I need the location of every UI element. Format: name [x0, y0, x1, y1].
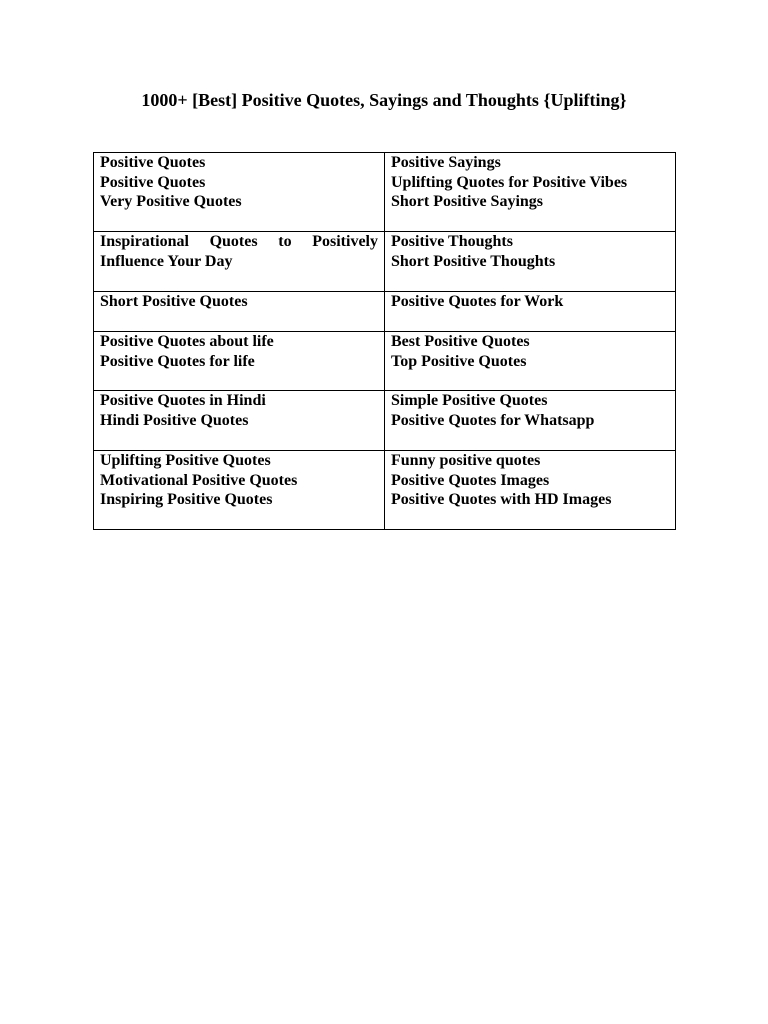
table-link[interactable]: Positive Quotes for Work — [391, 293, 564, 310]
table-cell — [385, 232, 676, 292]
table-link[interactable]: Positive Quotes — [100, 154, 206, 171]
table-row — [94, 292, 676, 332]
table-link[interactable]: Very Positive Quotes — [100, 193, 242, 210]
table-row — [94, 391, 676, 451]
table-link[interactable]: Short Positive Thoughts — [391, 252, 556, 270]
table-link[interactable]: Positive Quotes Images — [391, 471, 550, 489]
table-cell — [385, 332, 676, 391]
table-cell — [94, 451, 385, 530]
table-link[interactable]: Positive Quotes — [100, 173, 206, 191]
table-link[interactable]: Top Positive Quotes — [391, 352, 527, 370]
table-cell — [385, 292, 676, 332]
table-link[interactable]: Positive Quotes for Whatsapp — [391, 411, 595, 429]
table-link[interactable]: Best Positive Quotes — [391, 333, 530, 350]
table-link[interactable]: Short Positive Sayings — [391, 193, 544, 210]
table-cell — [94, 292, 385, 332]
table-link[interactable]: Uplifting Positive Quotes — [100, 452, 271, 469]
table-link[interactable]: Hindi Positive Quotes — [100, 411, 249, 429]
table-cell — [94, 332, 385, 391]
table-link[interactable]: Positive Thoughts — [391, 233, 513, 250]
table-link[interactable]: Motivational Positive Quotes — [100, 471, 298, 489]
table-link[interactable]: Positive Quotes about life — [100, 333, 274, 350]
table-link[interactable]: Positive Sayings — [391, 154, 501, 171]
table-row — [94, 153, 676, 232]
table-cell — [94, 391, 385, 451]
table-link[interactable]: Inspiring Positive Quotes — [100, 491, 273, 508]
quotes-table — [93, 152, 676, 530]
document-title: 1000+ [Best] Positive Quotes, Sayings and Thoughts {Uplifting} — [141, 90, 627, 110]
table-cell — [385, 153, 676, 232]
table-link[interactable]: Funny positive quotes — [391, 452, 541, 469]
table-cell — [385, 451, 676, 530]
table-link[interactable]: Simple Positive Quotes — [391, 392, 548, 409]
table-row — [94, 332, 676, 391]
table-cell — [94, 232, 385, 292]
table-link[interactable]: Inspirational Quotes to Positively Influence Your Day — [100, 233, 378, 270]
table-row — [94, 451, 676, 530]
table-link[interactable]: Positive Quotes with HD Images — [391, 491, 612, 508]
table-row — [94, 232, 676, 292]
table-cell — [94, 153, 385, 232]
table-link[interactable]: Uplifting Quotes for Positive Vibes — [391, 173, 628, 191]
table-cell — [385, 391, 676, 451]
table-link[interactable]: Short Positive Quotes — [100, 293, 248, 310]
table-link[interactable]: Positive Quotes in Hindi — [100, 392, 266, 409]
table-link[interactable]: Positive Quotes for life — [100, 352, 255, 370]
